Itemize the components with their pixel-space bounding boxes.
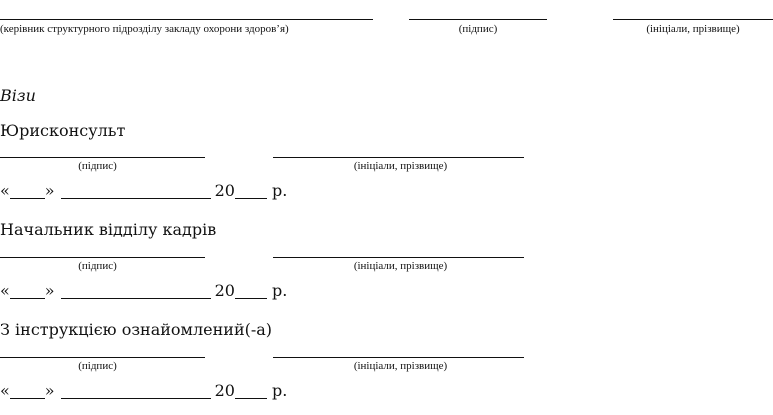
block-name-caption: (ініціали, прізвище) — [353, 260, 448, 272]
date-line — [0, 381, 287, 401]
year-blank — [235, 283, 267, 299]
head-signature-line — [0, 19, 373, 20]
block-signature-caption: (підпис) — [78, 360, 117, 372]
year-blank — [235, 183, 267, 199]
day-blank — [10, 183, 45, 199]
block-signature-caption: (підпис) — [78, 160, 117, 172]
year-suffix: р. — [271, 381, 288, 400]
name-caption: (ініціали, прізвище) — [646, 23, 740, 35]
year-prefix: 20 — [214, 381, 235, 400]
quote-close: » — [44, 281, 55, 300]
block-signature-line — [0, 157, 205, 158]
year-prefix: 20 — [214, 181, 235, 200]
date-line — [0, 281, 287, 301]
block-signature-line — [0, 257, 205, 258]
block-title: З інструкцією ознайомлений(-а) — [0, 320, 273, 339]
quote-open: « — [0, 281, 10, 300]
quote-close: » — [44, 381, 55, 400]
quote-open: « — [0, 181, 10, 200]
block-name-caption: (ініціали, прізвище) — [353, 160, 448, 172]
year-prefix: 20 — [214, 281, 235, 300]
signature-line — [409, 19, 547, 20]
date-line — [0, 181, 287, 201]
block-title: Начальник відділу кадрів — [0, 220, 217, 239]
block-signature-caption: (підпис) — [78, 260, 117, 272]
day-blank — [10, 383, 45, 399]
name-line — [613, 19, 773, 20]
month-blank — [61, 283, 211, 299]
block-title: Юрисконсульт — [0, 121, 126, 140]
month-blank — [61, 383, 211, 399]
year-suffix: р. — [271, 281, 288, 300]
quote-close: » — [44, 181, 55, 200]
block-name-caption: (ініціали, прізвище) — [353, 360, 448, 372]
block-name-line — [273, 357, 524, 358]
signature-caption: (підпис) — [458, 23, 498, 35]
quote-open: « — [0, 381, 10, 400]
year-suffix: р. — [271, 181, 288, 200]
block-name-line — [273, 157, 524, 158]
month-blank — [61, 183, 211, 199]
visas-title: Візи — [0, 86, 36, 105]
block-signature-line — [0, 357, 205, 358]
block-name-line — [273, 257, 524, 258]
year-blank — [235, 383, 267, 399]
day-blank — [10, 283, 45, 299]
head-caption: (керівник структурного підрозділу закладу охорони здоров’я) — [0, 23, 289, 35]
